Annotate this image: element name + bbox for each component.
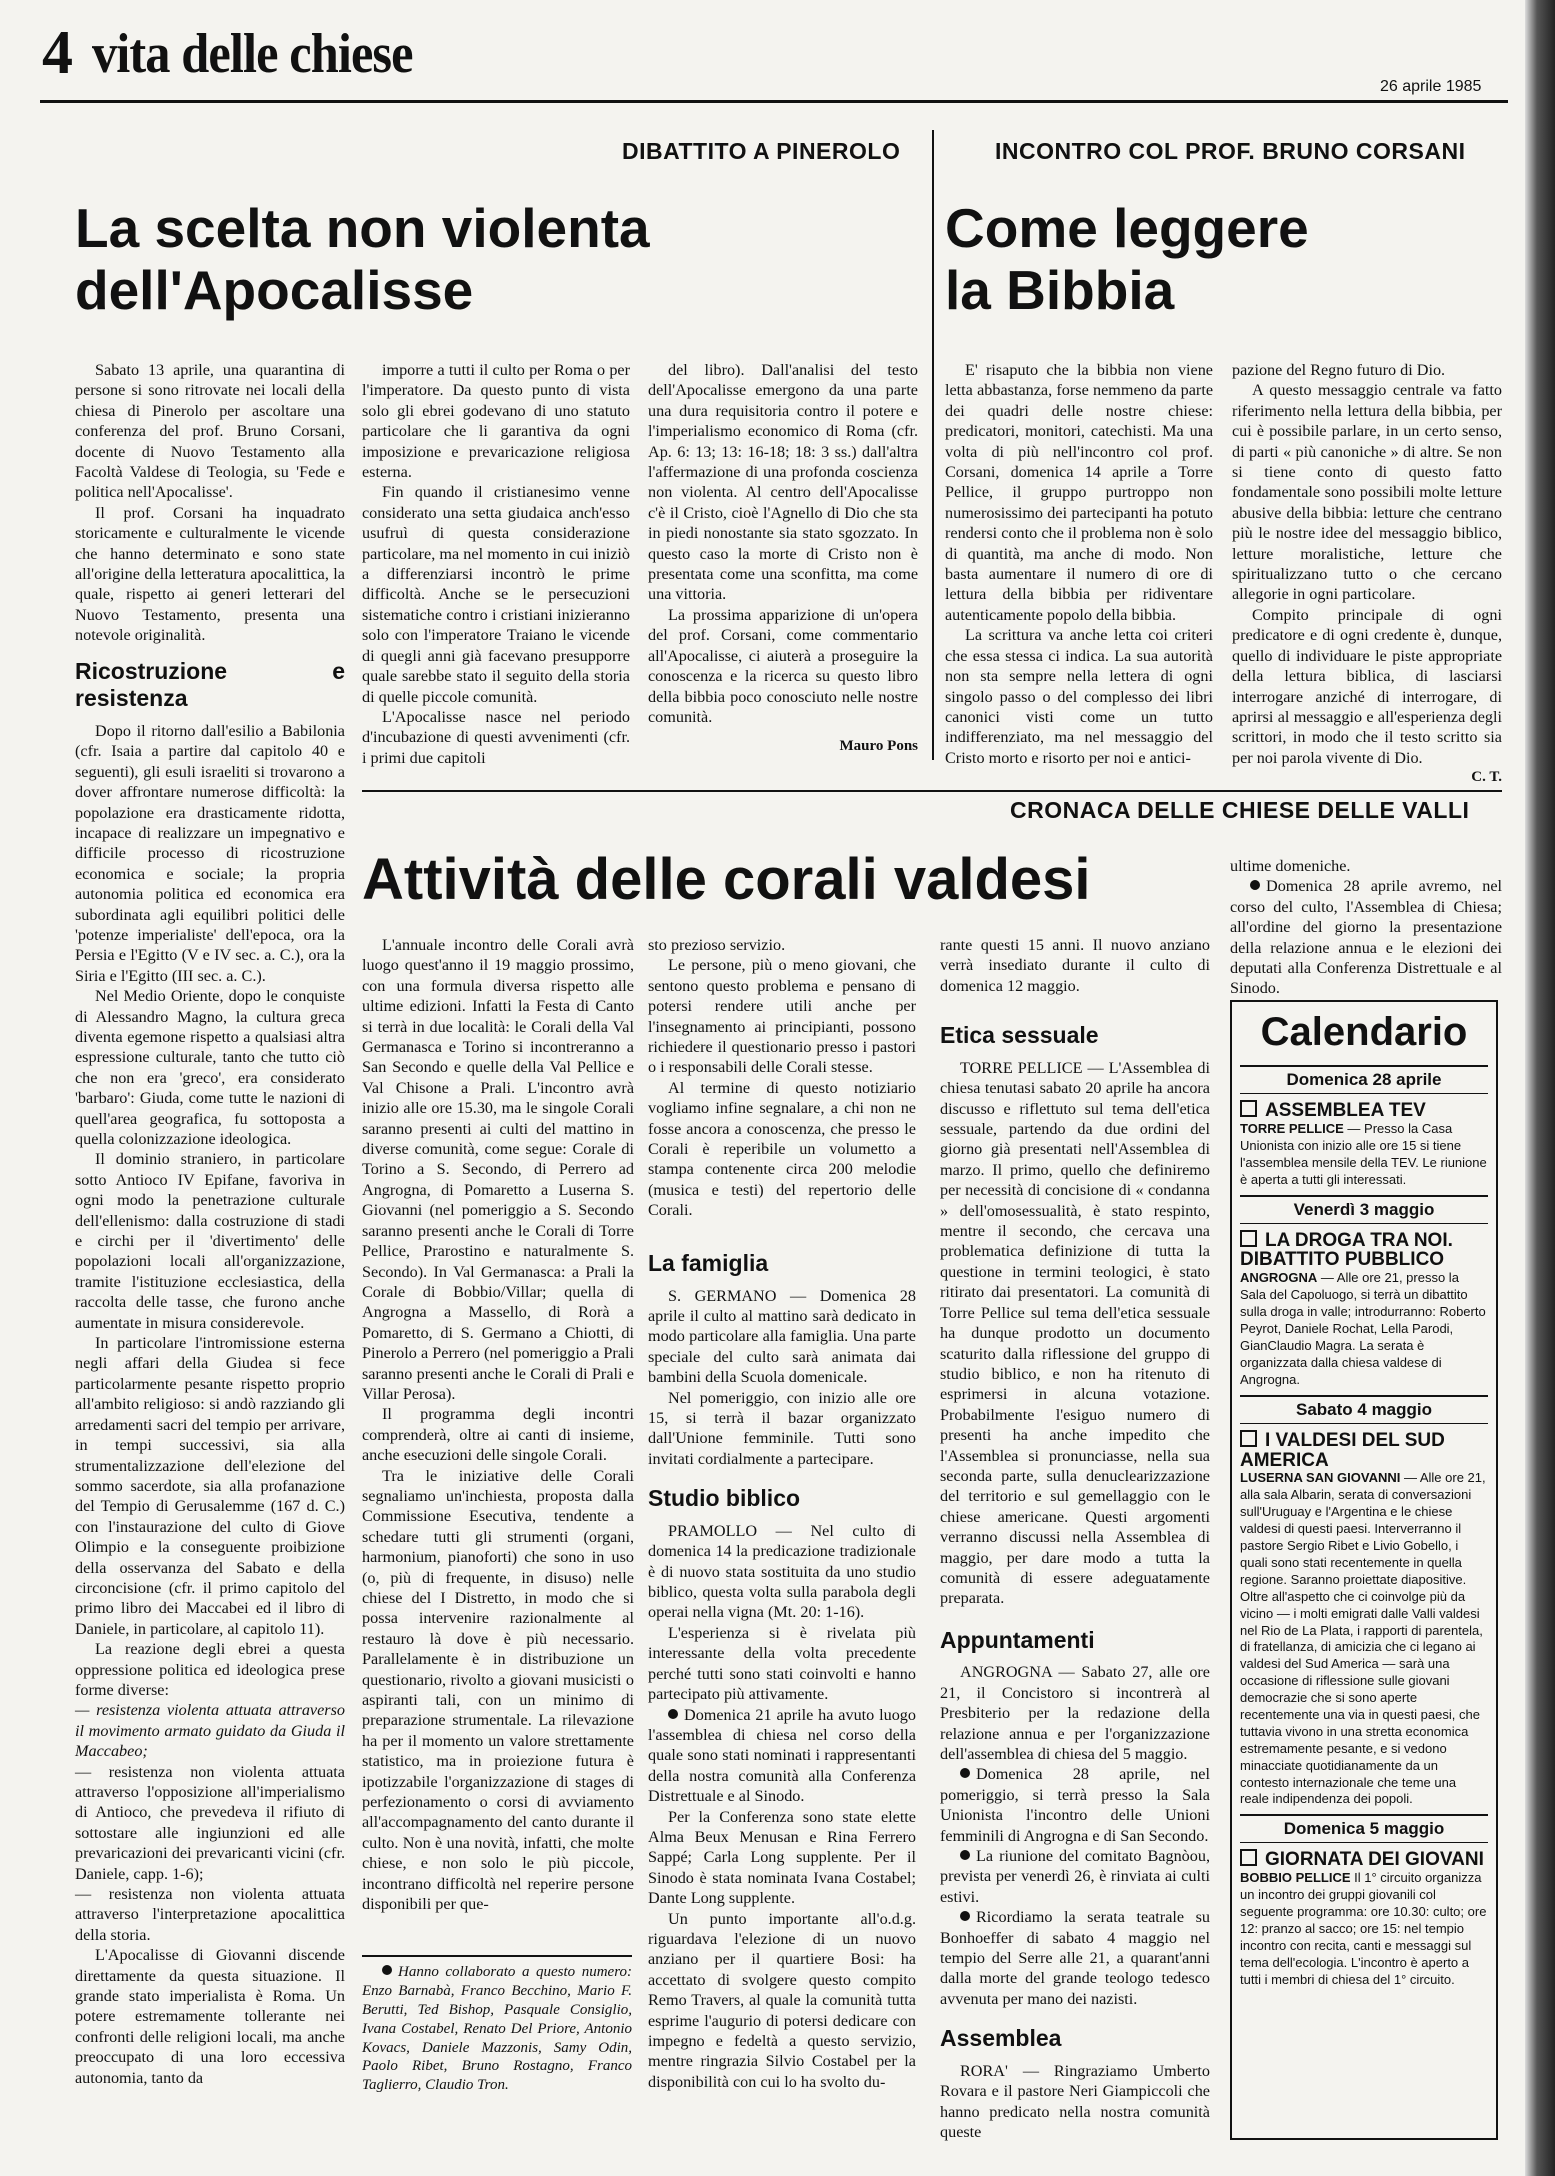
cronaca-para: Al termine di questo notiziario vogliamo infine segnalare, a chi non ne fosse ancora a conoscenza, che presso le Corali è reperibile un volumetto a stampa contenente circa 200 melodie (musica e testi) del repertorio delle Corali. <box>648 1078 916 1220</box>
calendario-event-body: TORRE PELLICE — Presso la Casa Unionista con inizio alle ore 15 si tiene l'assemblea mensile della TEV. Le riunione è aperta a tutti gli interessati. <box>1240 1120 1487 1187</box>
article2-para: La scrittura va anche letta coi criteri che essa stessa ci indica. La sua autorità non sta sempre nella lettera di ogni singolo passo o del complesso dei libri canonici visti come un tutto indifferenziato, ma nel messaggio del Cristo morto e risorto per noi e antici- <box>945 626 1213 767</box>
cronaca-kicker: CRONACA DELLE CHIESE DELLE VALLI <box>1010 797 1470 823</box>
bullet-icon <box>960 1850 970 1860</box>
bullet-icon <box>960 1768 970 1778</box>
notizie-column-3 <box>940 935 1210 2143</box>
famiglia-para: Nel pomeriggio, con inizio alle ore 15, si terrà il bazar organizzato dall'Unione femminile. Tutti sono invitati cordialmente a partecipare. <box>648 1388 916 1468</box>
checkbox-icon <box>1240 1849 1257 1866</box>
studio-heading: Studio biblico <box>648 1485 801 1512</box>
notizie-para: rante questi 15 anni. Il nuovo anziano verrà insediato durante il culto di domenica 12 maggio. <box>940 936 1210 995</box>
etica-para: TORRE PELLICE — L'Assemblea di chiesa tenutasi sabato 20 aprile ha ancora discusso e riflettuto sul tema dell'etica sessuale, partendo da due ordini del giorno già presentati nell'Assemblea di marzo. Il primo, quello che definiremo per necessità di concisione di « condanna » dell'omosessualità, è stato respinto, mentre il secondo, che cercava una problematica definizione di tutta la questione in termini teologici, è stato ritirato dai presentatori. La comunità di Torre Pellice sul tema dell'etica sessuale ha dunque prodotto un documento scaturito dalla riflessione del gruppo di studio biblico, e non ha ritenuto di esprimersi in alcuna votazione. Probabilmente l'esiguo numero di presenti ha anche impedito che l'Assemblea si pronunciasse, nella sua seconda parte, sulla denuclearizzazione del territorio e sul gemellaggio con le chiese americane. Questi argomenti verranno discussi nella Assemblea di maggio, per dare modo a tutta la comunità di essere adeguatamente preparata. <box>940 1058 1210 1608</box>
collab-rule <box>362 1955 632 1957</box>
notizie-column-4 <box>1230 856 1502 999</box>
calendario-box <box>1230 1000 1498 2140</box>
assemblea-para: RORA' — Ringraziamo Umberto Rovara e il pastore Neri Giampiccoli che hanno predicato nella nostra comunità queste <box>940 2061 1210 2142</box>
article1-author: Mauro Pons <box>839 738 918 755</box>
calendario-event-title: LA DROGA TRA NOI. DIBATTITO PUBBLICO <box>1240 1229 1453 1271</box>
bullet-icon <box>960 1911 970 1921</box>
article2-para: A questo messaggio centrale va fatto riferimento nella lettura della bibbia, per cui è possibile parlare, in un certo senso, di parti « più canoniche » di altre. Se non si tiene conto di questo fatto fondamentale sono possibili molte letture abusive della bibbia: letture che centrano più le nostre idee del messaggio biblico, letture moralistiche, letture che spiritualizzano tutto o che cercano allegorie in ogni particolare. <box>1232 381 1502 604</box>
article1-kicker: DIBATTITO A PINEROLO <box>622 138 901 164</box>
calendario-event-body: LUSERNA SAN GIOVANNI — Alle ore 21, alla sala Albarin, serata di conversazioni sull'Uruguay e l'Argentina e le chiese valdesi di questi paesi. Interverranno il pastore Sergio Ribet e Livio Gobello, i quali sono stati recentemente in quella regione. Saranno proiettate diapositive. Oltre all'aspetto che ci coinvolge più da vicino — i molti emigrati dalle Valli valdesi nel Rio de La Plata, i rapporti di parentela, di fratellanza, di amicizia che ci legano ai valdesi del Sud America — sarà una occasione di riflessione sulle giovani democrazie che si sono aperte recentemente una via in questi paesi, che tuttavia vivono in una stretta economica estremamente pesante, e si vedono minacciate quotidianamente da un contesto internazionale che teme una reale indipendenza dei popoli. <box>1240 1470 1486 1807</box>
article1-para: imporre a tutti il culto per Roma o per l'imperatore. Da questo punto di vista solo gli ebrei godevano di uno statuto particolare che li garantiva da ogni imposizione e prevaricazione religiosa esterna. <box>362 361 630 482</box>
collaborators-note <box>362 1963 632 2095</box>
studio-para: PRAMOLLO — Nel culto di domenica 14 la predicazione tradizionale è di nuovo stata sostituita da uno studio biblico, questa volta sulla parabola degli operai nella vigna (Mt. 20: 1-16). <box>648 1521 916 1622</box>
article1-column-3 <box>648 360 918 756</box>
article1-column-2 <box>362 360 630 768</box>
cronaca-para: Il programma degli incontri comprenderà, oltre ai canti di insieme, anche esecuzioni delle singole Corali. <box>362 1405 634 1465</box>
bullet-icon <box>1250 880 1260 890</box>
studio-para: Un punto importante all'o.d.g. riguardava l'elezione di un nuovo anziano per il quartiere Bosi: ha accettato di svolgere questo compito Remo Travers, al quale la comunità tutta esprime l'augurio di potersi dedicare con impegno e fedeltà a questo servizio, mentre ringrazia Silvio Costabel per la disponibilità con cui lo ha svolto du- <box>648 1909 916 2091</box>
cronaca-para: sto prezioso servizio. <box>648 936 786 954</box>
studio-para: Domenica 21 aprile ha avuto luogo l'assemblea di chiesa nel corso della quale sono stati nominati i rappresentanti della nostra comunità alla Conferenza Distrettuale e al Sinodo. <box>648 1705 916 1806</box>
famiglia-block <box>648 1238 916 2092</box>
bullet-icon <box>668 1709 678 1719</box>
bullet-icon <box>382 1965 392 1975</box>
etica-heading: Etica sessuale <box>940 1022 1099 1049</box>
article1-para: Fin quando il cristianesimo venne considerato una setta giudaica anch'esso usufruì di questa considerazione particolare, ma nel momento in cui iniziò a differenziarsi incontrò le prime difficoltà. Anche se le persecuzioni sistematiche contro i cristiani inizieranno solo con l'imperatore Traiano le vicende di quegli anni già facevano presupporre quale sarebbe stato il seguito della storia di quelle piccole comunità. <box>362 483 630 706</box>
column-divider <box>932 130 934 760</box>
calendario-event-body: BOBBIO PELLICE Il 1° circuito organizza un incontro dei gruppi giovanili col seguente programma: ore 10.30: culto; ore 12: pranzo al sacco; ore 15: nel tempio incontro con recita, canti e messaggi sul tema dell'ecologia. L'incontro è aperto a tutti i membri di chiesa del 1° circuito. <box>1240 1870 1487 1987</box>
notizie-para: ultime domeniche. <box>1230 857 1351 875</box>
calendario-day: Domenica 28 aprile <box>1240 1065 1488 1094</box>
cronaca-column-1 <box>362 935 634 1915</box>
notizie-para: Domenica 28 aprile avremo, nel corso del culto, l'Assemblea di Chiesa; all'ordine del giorno la presentazione della relazione annua e le elezioni dei deputati alla Conferenza Distrettuale e al Sinodo. <box>1230 877 1502 998</box>
calendario-title: Calendario <box>1260 1010 1468 1054</box>
masthead-rule <box>40 100 1508 103</box>
calendario-day: Venerdì 3 maggio <box>1240 1195 1488 1224</box>
checkbox-icon <box>1240 1430 1257 1447</box>
calendario-day: Sabato 4 maggio <box>1240 1395 1488 1424</box>
article1-para: L'Apocalisse nasce nel periodo d'incubazione di questi avvenimenti (cfr. i primi due capitoli <box>362 707 630 767</box>
article1-para: La prossima apparizione di un'opera del prof. Corsani, come commentario all'Apocalisse, ci aiuterà a proseguire la conoscenza e la ricerca su questo libro della bibbia poco conosciuto nelle nostre comunità. <box>648 605 918 726</box>
article1-para: La reazione degli ebrei a questa oppressione politica ed ideologica prese forme diverse: <box>75 1640 345 1699</box>
checkbox-icon <box>1240 1100 1257 1117</box>
assemblea-heading: Assemblea <box>940 2025 1062 2052</box>
article1-para: Nel Medio Oriente, dopo le conquiste di Alessandro Magno, la cultura greca diventa egemone rispetto a qualsiasi altra espressione culturale, tanto che tutto ciò che non era 'greco', era considerato 'barbaro': Giuda, come tutte le nazioni di quell'area geografica, fu sottoposta a quella colonizzazione ideologica. <box>75 987 345 1148</box>
scan-edge <box>1525 0 1555 2176</box>
cronaca-column-2 <box>648 935 916 1221</box>
article1-para: Sabato 13 aprile, una quarantina di persone si sono ritrovate nei locali della chiesa di Pinerolo per ascoltare una conferenza del prof. Bruno Corsani, docente di Nuovo Testamento alla Facoltà Valdese di Teologia, su 'Fede e politica nell'Apocalisse'. <box>75 361 345 502</box>
article1-para: Dopo il ritorno dall'esilio a Babilonia (cfr. Isaia a partire dal capitolo 40 e seguenti), gli esuli israeliti si trovarono a dover affrontare numerose difficoltà: la popolazione era drasticamente ridotta, incapace di realizzare un impegnativo e difficile processo di ricostruzione economica e sociale; la propria autonomia politica ed economica era subordinata agli equilibri politici delle 'potenze imperialiste' dell'epoca, ora la Persia e l'Egitto (V e IV sec. a. C.), ora la Siria e l'Egitto (III sec. a. C.). <box>75 721 345 985</box>
article2-column-2 <box>1232 360 1502 787</box>
cronaca-rule <box>362 790 1502 792</box>
article1-para: del libro). Dall'analisi del testo dell'Apocalisse emergono da una parte una dura requisitoria contro il potere e l'imperialismo economico di Roma (cfr. Ap. 6: 13; 13: 16-18; 18: 3 ss.) dall'altra l'affermazione di una profonda coscienza non violenta. Al centro dell'Apocalisse c'è il Cristo, cioè l'Agnello di Dio che sta in piedi nonostante sia stato sgozzato. In questo caso la morte di Cristo non è presentata come una sconfitta, ma come una vittoria. <box>648 361 918 604</box>
checkbox-icon <box>1240 1230 1257 1247</box>
article1-subheading: Ricostruzione e resistenza <box>75 657 345 712</box>
article2-headline: Come leggere la Bibbia <box>945 197 1309 321</box>
famiglia-heading: La famiglia <box>648 1250 769 1276</box>
appuntamenti-para: ANGROGNA — Sabato 27, alle ore 21, il Concistoro si incontrerà al Presbiterio per la redazione della relazione annua e per l'organizzazione dell'assemblea di chiesa del 5 maggio. <box>940 1663 1210 1763</box>
section-title: vita delle chiese <box>92 23 413 85</box>
appuntamenti-para: Ricordiamo la serata teatrale su Bonhoeffer di sabato 4 maggio nel tempio del Serre alle 21, a quarant'anni dalla morte del grande teologo tedesco avvenuta per mano dei nazisti. <box>940 1908 1210 2008</box>
article2-para: Compito principale di ogni predicatore e di ogni credente è, dunque, quello di individuare le piste appropriate della lettura biblica, di lasciarsi interrogare anziché di interrogare, di aprirsi al messaggio e all'esperienza degli scrittori, in modo che il testo scritto sia per noi parola vivente di Dio. <box>1232 605 1502 767</box>
article1-column-1 <box>75 360 345 2088</box>
famiglia-para: S. GERMANO — Domenica 28 aprile il culto al mattino sarà dedicato in modo particolare alla famiglia. Una parte speciale del culto sarà animata dai bambini della Scuola domenicale. <box>648 1286 916 1387</box>
studio-para: L'esperienza si è rivelata più interessante della volta precedente perché tutti sono stati coinvolti e hanno partecipato più attivamente. <box>648 1623 916 1704</box>
calendario-event-title: GIORNATA DEI GIOVANI <box>1240 1849 1488 1870</box>
article2-kicker: INCONTRO COL PROF. BRUNO CORSANI <box>995 138 1466 164</box>
collaborators-text: Hanno collaborato a questo numero: Enzo Barnabà, Franco Becchino, Mario F. Berutti, Ted Bishop, Pasquale Consiglio, Ivana Costabel, Renato Del Priore, Antonio Kovacs, Daniele Mazzonis, Samy Odin, Paolo Ribet, Bruno Rostagno, Franco Taglierro, Claudio Tron. <box>362 1964 632 2094</box>
article1-dash-item: — resistenza non violenta attuata attraverso l'interpretazione apocalittica della storia. <box>75 1885 345 1944</box>
article2-para: pazione del Regno futuro di Dio. <box>1232 361 1446 379</box>
cronaca-para: Tra le iniziative delle Corali segnaliamo un'inchiesta, proposta dalla Commissione Esecutiva, tendente a schedare tutti gli strumenti (organi, harmonium, pianoforti) che sono in uso (o, più di frequente, in disuso) nelle chiese del I Distretto, in modo che si possa intervenire razionalmente al restauro là dove è più necessario. Parallelamente è in distribuzione un questionario, rivolto a giovani musicisti o aspiranti tali, con un minimo di preparazione strumentale. La rilevazione ha per il momento un valore strettamente statistico, ma in proiezione futura è ipotizzabile l'organizzazione di stages di perfezionamento o corsi di avviamento all'accompagnamento del canto durante il culto. Non è una novità, infatti, che molte chiese, e non solo le più piccole, incontrano difficoltà nel reperire persone disponibili per que- <box>362 1466 634 1914</box>
article2-author: C. T. <box>1471 769 1502 786</box>
article2-para: E' risaputo che la bibbia non viene letta abbastanza, forse nemmeno da parte dei quadri delle nostre chiese: predicatori, monitori, catechisti. Ma una volta di più nell'incontro col prof. Corsani, domenica 14 aprile a Torre Pellice, il gruppo purtroppo non numerosissimo dei partecipanti ha potuto rendersi conto che il problema non è solo di quantità, ma anche di modo. Non basta aumentare il numero di ore di lettura della bibbia per ridiventare autenticamente popolo della bibbia. <box>945 361 1213 624</box>
calendario-event-body: ANGROGNA — Alle ore 21, presso la Sala del Capoluogo, si terrà un dibattito sulla droga in valle; introdurranno: Roberto Peyrot, Daniele Rochat, Lella Parodi, GianClaudio Magra. La serata è organizzata dalla chiesa valdese di Angrogna. <box>1240 1270 1486 1387</box>
article1-dash-item: — resistenza non violenta attuata attraverso l'opposizione all'imperialismo di Antioco, che prevedeva il rifiuto di sottostare alle ingiunzioni ed alle prevaricazioni dei prevaricanti vicini (cfr. Daniele, capp. 1-6); <box>75 1762 345 1883</box>
article1-para: Il dominio straniero, in particolare sotto Antioco IV Epifane, favoriva in ogni modo la penetrazione culturale dell'ellenismo: dalla costruzione di stadi e circhi per il 'divertimento' delle popolazioni locali all'organizzazione, tramite l'istituzione ecclesiastica, della raccolta delle tasse, che furono anche aumentate in misura considerevole. <box>75 1150 345 1332</box>
cronaca-para: Le persone, più o meno giovani, che sentono questo problema e pensano di potersi rendere utili anche per l'insegnamento ai principianti, possono richiedere il questionario presso i pastori o i responsabili delle Corali stesse. <box>648 956 916 1077</box>
calendario-event-title: I VALDESI DEL SUD AMERICA <box>1240 1429 1445 1471</box>
article1-para: L'Apocalisse di Giovanni discende direttamente da questa situazione. Il grande stato imperialista è Roma. Un potere estremamente tollerante nei confronti delle religioni locali, ma anche preoccupato di una loro eccessiva autonomia, tanto da <box>75 1946 345 2087</box>
issue-date: 26 aprile 1985 <box>1380 78 1482 95</box>
cronaca-headline: Attività delle corali valdesi <box>362 847 1091 912</box>
article1-headline: La scelta non violenta dell'Apocalisse <box>75 197 650 321</box>
appuntamenti-para: Domenica 28 aprile, nel pomeriggio, si terrà presso la Sala Unionista l'incontro delle Unioni femminili di Angrogna e di San Secondo. <box>940 1765 1210 1845</box>
article1-para: In particolare l'intromissione esterna negli affari della Giudea si fece particolarmente pesante rispetto proprio all'ambito religioso: si andò razziando gli arredamenti sacri del tempio per arrivare, in tempi successivi, sia alla strumentalizzazione dell'elezione del sommo sacerdote, sia alla profanazione del Tempio di Gerusalemme (167 d. C.) con l'instaurazione del culto di Giove Olimpio e la conseguente proibizione della osservanza del Sabato e della circoncisione (cfr. il primo capitolo del primo libro dei Maccabei ed il libro di Daniele, in particolare, al capitolo 11). <box>75 1334 345 1638</box>
article1-dash-item: — resistenza violenta attuata attraverso il movimento armato guidato da Giuda il Maccabeo; <box>75 1701 345 1761</box>
appuntamenti-heading: Appuntamenti <box>940 1626 1095 1653</box>
article2-column-1 <box>945 360 1213 768</box>
article1-para: Il prof. Corsani ha inquadrato storicamente e culturalmente le vicende che hanno determinato e sono state all'origine della letteratura apocalittica, la quale, rispetto ai generi letterari del Nuovo Testamento, presenta una notevole originalità. <box>75 503 345 645</box>
appuntamenti-para: La riunione del comitato Bagnòou, prevista per venerdì 26, è rinviata ai culti estivi. <box>940 1847 1210 1906</box>
cronaca-para: L'annuale incontro delle Corali avrà luogo quest'anno il 19 maggio prossimo, con una formula diversa rispetto alle ultime edizioni. Infatti la Festa di Canto si terrà in due località: le Corali della Val Germanasca e Torino si incontreranno a San Secondo e quelle della Val Pellice e Val Chisone a Prali. L'incontro avrà inizio alle ore 15.30, ma le singole Corali saranno presenti ai culti del mattino in diverse comunità, come segue: Corale di Torino a S. Secondo, di Perrero ad Angrogna, di Pomaretto a Luserna S. Giovanni (nel pomeriggio a S. Secondo saranno presenti anche le Corali di Torre Pellice, Prarostino e naturalmente S. Secondo). In Val Germanasca: a Prali la Corale di Bobbio/Villar; quella di Angrogna a Massello, di Rorà a Pomaretto, di S. Germano a Chiotti, di Pinerolo a Perrero (nel pomeriggio a Prali saranno presenti anche le Corali di Prali e Villar Perosa). <box>362 936 634 1403</box>
calendario-day: Domenica 5 maggio <box>1240 1814 1488 1843</box>
studio-para: Per la Conferenza sono state elette Alma Beux Menusan e Rina Ferrero Sappé; Carla Long supplente. Per il Sinodo è stata nominata Ivana Costabel; Dante Long supplente. <box>648 1807 916 1908</box>
page-number: 4 <box>42 19 73 87</box>
calendario-event-title: ASSEMBLEA TEV <box>1240 1100 1488 1121</box>
